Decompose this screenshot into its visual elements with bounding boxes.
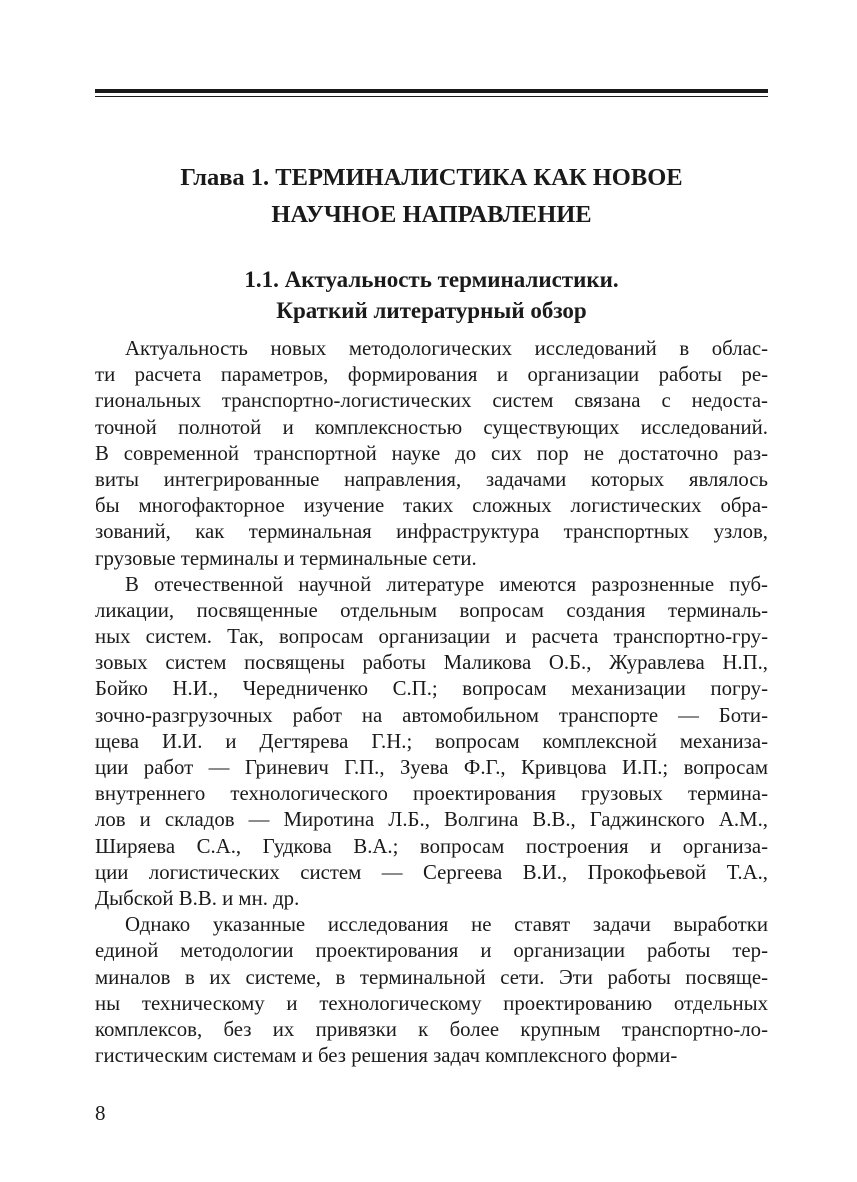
text-line: гистическим системам и без решения задач комплексного форми- (95, 1044, 678, 1068)
text-line: грузовые терминалы и терминальные сети. (95, 546, 477, 570)
text-line: В современной транспортной науке до сих пор не достаточно раз- (95, 441, 768, 465)
text-line: ликации, посвященные отдельным вопросам создания терминаль- (95, 598, 768, 622)
text-line: единой методологии проектирования и организации работы тер- (95, 939, 768, 963)
text-line: ны техническому и технологическому проектированию отдельных (95, 991, 768, 1015)
text-line: В отечественной научной литературе имеются разрозненные пуб- (125, 572, 768, 596)
section-title (95, 264, 768, 326)
chapter-title-line: НАУЧНОЕ НАПРАВЛЕНИЕ (271, 201, 592, 228)
section-title-line: 1.1. Актуальность терминалистики. (244, 267, 619, 292)
text-line: Дыбской В.В. и мн. др. (95, 886, 300, 910)
text-line: виты интегрированные направления, задачами которых являлось (95, 467, 768, 491)
chapter-title-line: Глава 1. ТЕРМИНАЛИСТИКА КАК НОВОЕ (180, 164, 683, 191)
text-line: Ширяева С.А., Гудкова В.А.; вопросам построения и организа- (95, 834, 768, 858)
section-title-line: Краткий литературный обзор (276, 298, 587, 323)
header-rule-thick (95, 89, 768, 93)
chapter-title (95, 159, 768, 233)
text-line: Бойко Н.И., Чередниченко С.П.; вопросам механизации погру- (95, 677, 768, 701)
paragraph (95, 336, 768, 572)
page-number: 8 (95, 1101, 106, 1125)
text-line: Актуальность новых методологических исследований в облас- (125, 337, 768, 360)
text-line: щева И.И. и Дегтярева Г.Н.; вопросам комплексной механиза- (95, 729, 768, 753)
text-line: ции логистических систем — Сергеева В.И., Прокофьевой Т.А., (95, 860, 768, 884)
text-line: ции работ — Гриневич Г.П., Зуева Ф.Г., Кривцова И.П.; вопросам (95, 756, 768, 779)
paragraph (95, 572, 768, 912)
text-line: Однако указанные исследования не ставят задачи выработки (125, 913, 768, 937)
text-line: точной полнотой и комплексностью существующих исследований. (95, 415, 768, 439)
text-line: бы многофакторное изучение таких сложных логистических обра- (95, 494, 768, 518)
text-line: ных систем. Так, вопросам организации и расчета транспортно-гру- (95, 625, 768, 649)
text-line: зочно-разгрузочных работ на автомобильном транспорте — Боти- (95, 703, 768, 727)
text-line: гиональных транспортно-логистических систем связана с недоста- (95, 389, 768, 413)
text-line: зований, как терминальная инфраструктура транспортных узлов, (95, 520, 768, 544)
body-text (95, 336, 768, 1069)
paragraph (95, 912, 768, 1069)
text-line: ти расчета параметров, формирования и организации работы ре- (95, 363, 768, 387)
text-line: комплексов, без их привязки к более крупным транспортно-ло- (95, 1017, 768, 1041)
text-line: лов и складов — Миротина Л.Б., Волгина В.В., Гаджинского А.М., (95, 808, 768, 832)
header-rule-thin (95, 96, 768, 97)
text-line: зовых систем посвящены работы Маликова О.Б., Журавлева Н.П., (95, 651, 768, 675)
text-line: миналов в их системе, в терминальной сети. Эти работы посвяще- (95, 965, 768, 989)
text-line: внутреннего технологического проектирования грузовых термина- (95, 782, 768, 806)
